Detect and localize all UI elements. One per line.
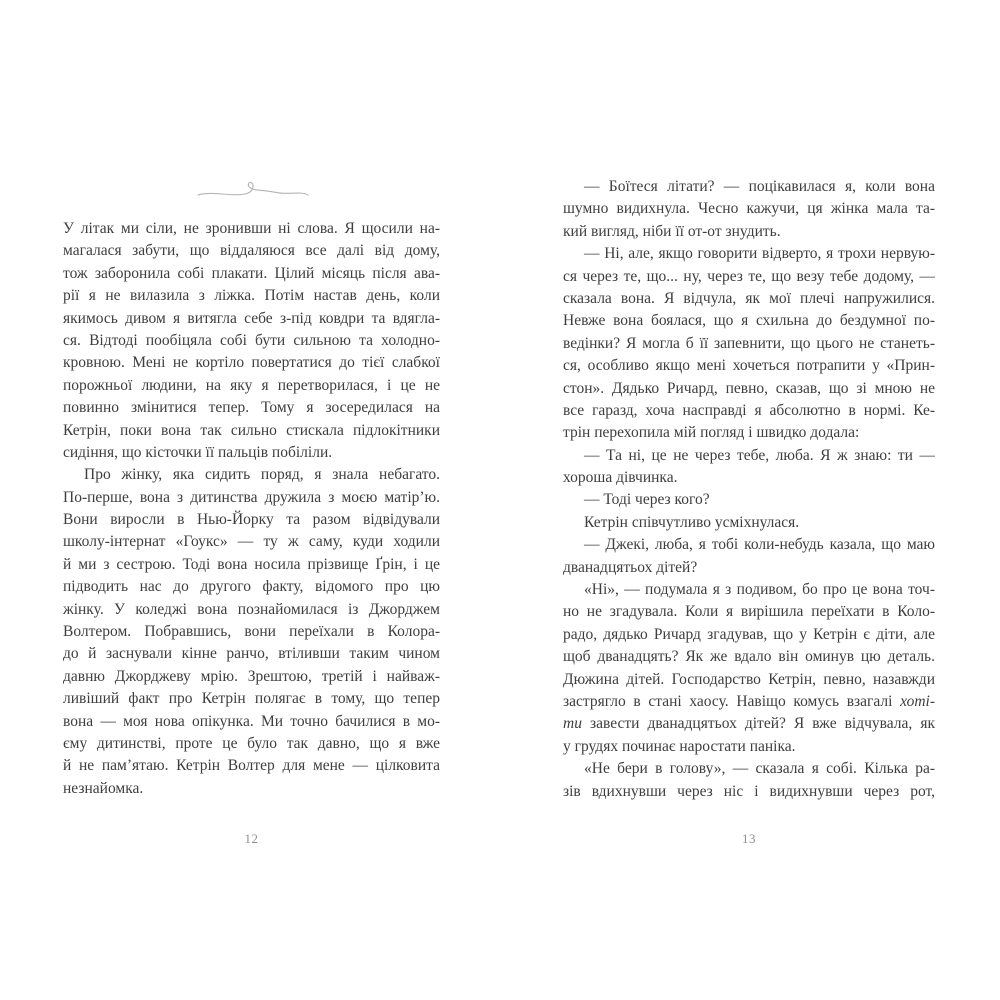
text-line: й ми з сестрою. Тоді вона носила прізвище Ґрін, і це — [63, 555, 440, 573]
text-line: ливіший факт про Кетрін полягає в тому, що тепер — [63, 690, 440, 708]
text-line: ведінки? Я могла б її запевнити, що цього не станеть- — [563, 334, 935, 352]
text-line: рії я не вилазила з ліжка. Потім настав день, коли — [63, 287, 440, 305]
text-line: сказала вона. Я відчула, як мої плечі напружилися. — [563, 289, 935, 307]
page-number-left: 12 — [244, 831, 259, 846]
text-line: Кетрін співчутливо усміхнулася. — [584, 513, 800, 531]
text-line: у грудях починає наростати паніка. — [563, 737, 796, 755]
text-line: «Не бери в голову», — сказала я собі. Кілька ра- — [584, 760, 935, 778]
text-line: По-перше, вона з дитинства дружила з моєю матір’ю. — [63, 488, 440, 506]
page-left — [63, 174, 440, 846]
text-line: незнайомка. — [63, 779, 144, 797]
text-line: підводить нас до другого факту, відомого про цю — [63, 578, 440, 596]
text-line: Вони виросли в Нью-Йорку та разом відвідували — [63, 511, 440, 529]
text-line: застрягло в стані хаосу. Навіщо комусь взагалі хоті- — [563, 692, 935, 710]
text-line: — Ні, але, якщо говорити відверто, я трохи нервую- — [584, 245, 935, 263]
text-line: но не згадувала. Коли я вирішила переїхати в Коло- — [563, 603, 935, 621]
text-line: повинно змінитися тепер. Тому я зосередилася на — [63, 399, 440, 417]
text-line: вона — моя нова опікунка. Ми точно бачилися в мо- — [63, 712, 440, 730]
text-line: школу-інтернат «Гоукс» — ту ж саму, куди ходили — [63, 533, 440, 551]
text-line: Кетрін, поки вона так сильно стискала підлокітники — [63, 421, 440, 439]
text-line: й не пам’ятаю. Кетрін Волтер для мене — цілковита — [63, 757, 440, 775]
text-line: зів вдихнувши через ніс і видихнувши через рот, — [563, 782, 935, 800]
page-right — [563, 176, 935, 846]
chapter-flourish-icon — [63, 174, 440, 202]
text-line: «Ні», — подумала я з подивом, бо про це вона точ- — [584, 581, 935, 599]
text-line: сидіння, що кісточки її пальців побіліли. — [63, 443, 333, 461]
text-line: ти завести дванадцятьох дітей? Я вже відчувала, як — [563, 715, 935, 733]
text-line: радо, дядько Ричард згадував, що у Кетрін є діти, але — [563, 625, 935, 643]
text-line: все гаразд, хоча насправді я абсолютно в нормі. Ке- — [563, 401, 935, 419]
text-line: хороша дівчинка. — [563, 469, 678, 487]
text-line: Про жінку, яка сидить поряд, я знала небагато. — [84, 466, 440, 484]
text-line: — Тоді через кого? — [584, 491, 710, 509]
text-line: ся. Відтоді пообіцяла собі бути сильною та холодно- — [63, 331, 440, 349]
text-line: магалася забути, що віддаляюся все далі від дому, — [63, 242, 440, 260]
text-line: — Боїтеся літати? — поцікавилася я, коли вона — [584, 178, 935, 195]
text-line: Дюжина дітей. Господарство Кетрін, певно, назавжди — [563, 670, 935, 688]
text-line: порожньої людини, на яку я перетворилася, і це не — [63, 376, 440, 394]
text-line: до й заснували кінне ранчо, втіливши таким чином — [63, 645, 440, 663]
text-line: ся через те, що... ну, через те, що везу тебе додому, — — [563, 267, 935, 285]
text-line: У літак ми сіли, не зронивши ні слова. Я щосили на- — [63, 220, 440, 237]
text-line: — Та ні, це не через тебе, люба. Я ж знаю: ти — — [584, 446, 935, 464]
text-line: кровною. Мені не кортіло повертатися до тієї слабкої — [63, 354, 440, 372]
page-right-text — [563, 176, 935, 803]
page-number-right: 13 — [742, 831, 756, 846]
page-left-text — [63, 218, 440, 800]
text-line: якимось дивом я витягла себе з-під ковдри та вдягла- — [63, 309, 440, 327]
text-line: щоб дванадцять? Як же вдало він оминув цю деталь. — [563, 648, 935, 666]
text-line: жінку. У коледжі вона познайомилася із Джорджем — [63, 600, 440, 618]
text-line: давню Джорджеву мрію. Зрештою, третій і найваж- — [63, 667, 440, 685]
text-line: шумно видихнула. Чесно кажучи, ця жінка мала та- — [563, 200, 935, 218]
text-line: Невже вона боялася, що я схильна до бездумної по- — [563, 312, 935, 330]
text-line: ся, особливо якщо мені хочеться потрапити у «Прин- — [563, 357, 935, 375]
text-line: — Джекі, люба, я тобі коли-небудь казала, що маю — [584, 536, 935, 554]
text-line: дванадцятьох дітей? — [563, 558, 698, 576]
text-line: стон». Дядько Ричард, певно, сказав, що зі мною не — [563, 379, 935, 397]
text-line: кий вигляд, ніби її от-от знудить. — [563, 222, 781, 240]
text-line: єму дитинстві, проте це було так давно, що я вже — [63, 734, 440, 752]
text-line: тож заборонила собі плакати. Цілий місяць після ава- — [63, 264, 440, 282]
text-line: трін перехопила мій погляд і швидко додала: — [563, 424, 860, 442]
text-line: Волтером. Побравшись, вони переїхали в Колора- — [63, 623, 440, 641]
